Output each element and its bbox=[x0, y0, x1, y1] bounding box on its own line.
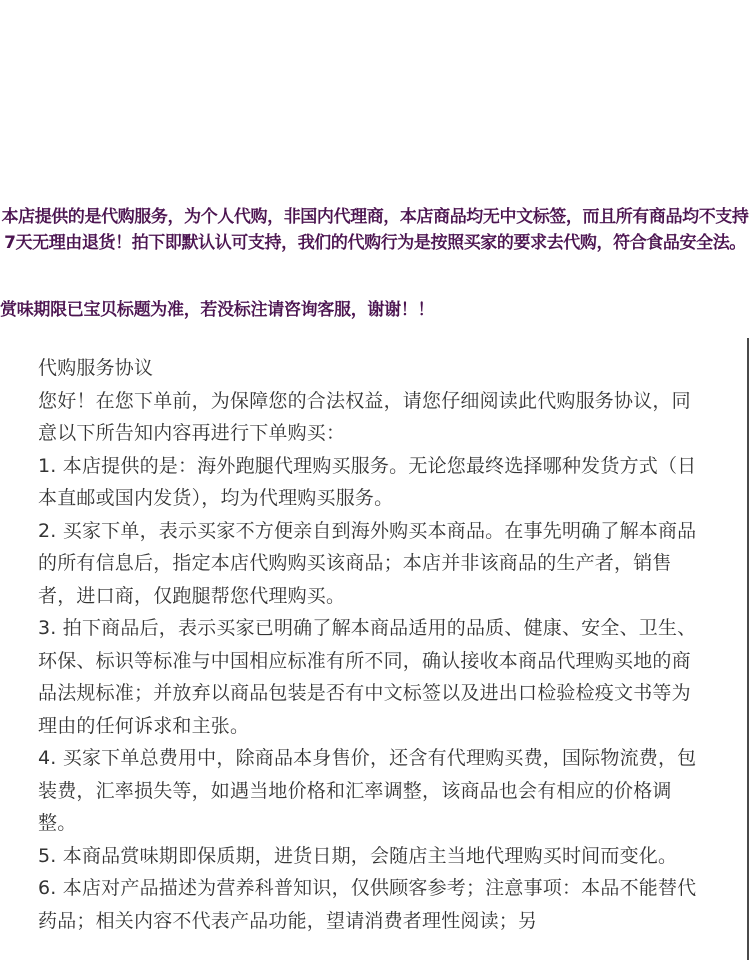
notice-shelf-life: 赏味期限已宝贝标题为准，若没标注请咨询客服，谢谢！！ bbox=[0, 300, 435, 320]
agreement-item: 3. 拍下商品后，表示买家已明确了解本商品适用的品质、健康、安全、卫生、环保、标识等标准与中国相应标准有所不同，确认接收本商品代理购买地的商品法规标准；并放弃以商品包装是否有中文标签以及进出口检验检疫文书等为理由的任何诉求和主张。 bbox=[38, 617, 697, 737]
agreement-item: 1. 本店提供的是：海外跑腿代理购买服务。无论您最终选择哪种发货方式（日本直邮或国内发货），均为代理购买服务。 bbox=[38, 454, 697, 509]
right-border-line bbox=[747, 338, 749, 960]
notice-main: 本店提供的是代购服务，为个人代购，非国内代理商，本店商品均无中文标签，而且所有商品均不支持7天无理由退货！拍下即默认认可支持，我们的代购行为是按照买家的要求去代购，符合食品安全法。 bbox=[1, 207, 749, 253]
agreement-section bbox=[38, 352, 698, 937]
agreement-item: 4. 买家下单总费用中，除商品本身售价，还含有代理购买费，国际物流费，包装费，汇率损失等，如遇当地价格和汇率调整，该商品也会有相应的价格调整。 bbox=[38, 747, 697, 834]
agreement-intro: 您好！在您下单前，为保障您的合法权益，请您仔细阅读此代购服务协议，同意以下所告知内容再进行下单购买： bbox=[38, 389, 691, 444]
agreement-item: 6. 本店对产品描述为营养科普知识，仅供顾客参考；注意事项：本品不能替代药品；相关内容不代表产品功能，望请消费者理性阅读；另 bbox=[38, 877, 697, 932]
agreement-title: 代购服务协议 bbox=[38, 357, 154, 379]
agreement-item: 5. 本商品赏味期即保质期，进货日期，会随店主当地代理购买时间而变化。 bbox=[38, 844, 678, 867]
agreement-item: 2. 买家下单，表示买家不方便亲自到海外购买本商品。在事先明确了解本商品的所有信息后，指定本店代购购买该商品；本店并非该商品的生产者，销售者，进口商，仅跑腿帮您代理购买。 bbox=[38, 519, 697, 607]
